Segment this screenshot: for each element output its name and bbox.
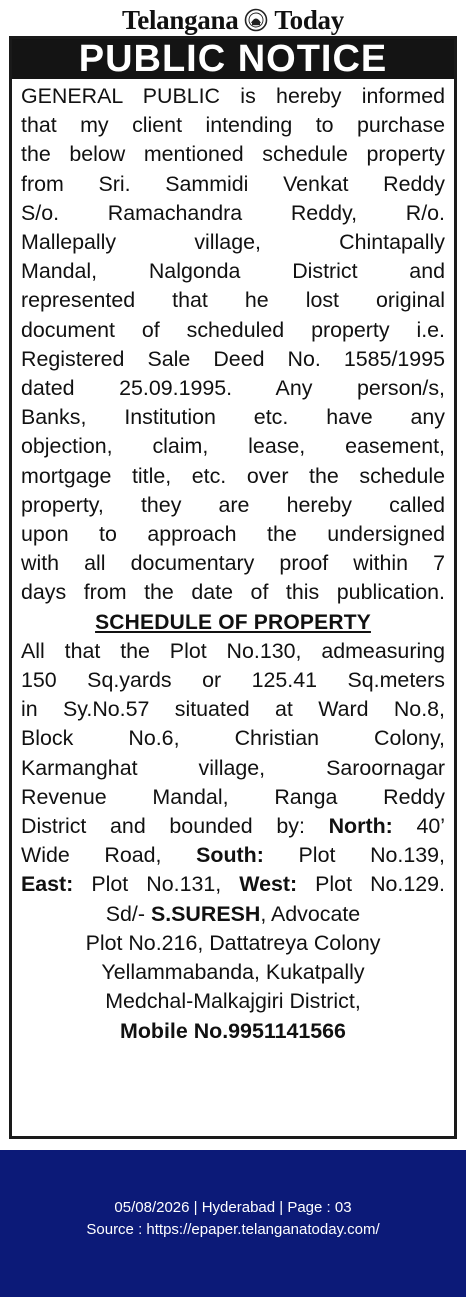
address-line: Medchal-Malkajgiri District, <box>105 989 361 1014</box>
intro-line: mortgage title, etc. over the schedule <box>21 463 445 488</box>
south-label: South: <box>196 843 264 868</box>
intro-line: upon to approach the undersigned <box>21 522 445 547</box>
intro-line: from Sri. Sammidi Venkat Reddy <box>21 171 445 196</box>
notice-title: PUBLIC NOTICE <box>12 39 454 79</box>
intro-line: Registered Sale Deed No. 1585/1995 <box>21 346 445 371</box>
bounds-text: Wide Road, <box>21 843 197 868</box>
intro-line: days from the date of this publication. <box>21 580 445 605</box>
mobile-number: Mobile No.9951141566 <box>120 1018 346 1043</box>
bounds-text: Plot No.131, <box>73 872 240 897</box>
address-line: Plot No.216, Dattatreya Colony <box>85 930 381 955</box>
schedule-line: Revenue Mandal, Ranga Reddy <box>21 784 445 809</box>
footer-bar <box>0 1150 466 1297</box>
north-label: North: <box>328 814 393 839</box>
schedule-heading: SCHEDULE OF PROPERTY <box>95 610 371 634</box>
advocate-address <box>21 929 445 1017</box>
notice-body <box>12 79 454 1046</box>
schedule-line: Block No.6, Christian Colony, <box>21 726 445 751</box>
intro-line: objection, claim, lease, easement, <box>21 434 445 459</box>
west-label: West: <box>239 872 298 897</box>
intro-line: property, they are hereby called <box>21 492 445 517</box>
footer-source: Source : https://epaper.telanganatoday.com/ <box>86 1220 380 1238</box>
schedule-line: Karmanghat village, Saroornagar <box>21 755 445 780</box>
bounds-text: Plot No.139, <box>263 843 445 868</box>
bounds-text: Plot No.129. <box>297 872 445 897</box>
advocate-name: S.SURESH <box>150 901 261 926</box>
bounds-line-3 <box>21 870 445 899</box>
masthead-title-left: Telangana <box>122 4 239 35</box>
intro-line: S/o. Ramachandra Reddy, R/o. <box>21 200 445 225</box>
masthead <box>0 0 466 40</box>
intro-line: represented that he lost original <box>21 288 445 313</box>
bounds-text: District and bounded by: <box>21 814 329 839</box>
intro-line: Mallepally village, Chintapally <box>21 230 445 255</box>
signature-suffix: , Advocate <box>260 901 361 926</box>
intro-line: the below mentioned schedule property <box>21 142 445 167</box>
schedule-line: 150 Sq.yards or 125.41 Sq.meters <box>21 668 445 693</box>
signature-line <box>21 900 445 929</box>
bounds-line-1 <box>21 812 445 841</box>
intro-line: that my client intending to purchase <box>21 113 445 138</box>
intro-line: with all documentary proof within 7 <box>21 551 445 576</box>
bounds-line-2 <box>21 841 445 870</box>
intro-line: Banks, Institution etc. have any <box>21 405 445 430</box>
schedule-line: All that the Plot No.130, admeasuring <box>21 638 445 663</box>
public-notice-box <box>9 36 457 1139</box>
schedule-line: in Sy.No.57 situated at Ward No.8, <box>21 697 445 722</box>
schedule-paragraph <box>21 637 445 812</box>
advocate-mobile <box>21 1017 445 1046</box>
address-line: Yellammabanda, Kukatpally <box>101 960 365 985</box>
bounds-text: 40’ <box>392 814 445 839</box>
east-label: East: <box>21 872 74 897</box>
intro-line: Mandal, Nalgonda District and <box>21 259 445 284</box>
intro-line: document of scheduled property i.e. <box>21 317 445 342</box>
newspaper-emblem-icon <box>244 8 268 32</box>
intro-paragraph <box>21 82 445 608</box>
intro-line: dated 25.09.1995. Any person/s, <box>21 376 445 401</box>
signature-prefix: Sd/- <box>105 901 151 926</box>
masthead-title-right: Today <box>274 4 344 35</box>
intro-line: GENERAL PUBLIC is hereby informed <box>21 84 445 108</box>
footer-date-location: 05/08/2026 | Hyderabad | Page : 03 <box>114 1198 352 1216</box>
